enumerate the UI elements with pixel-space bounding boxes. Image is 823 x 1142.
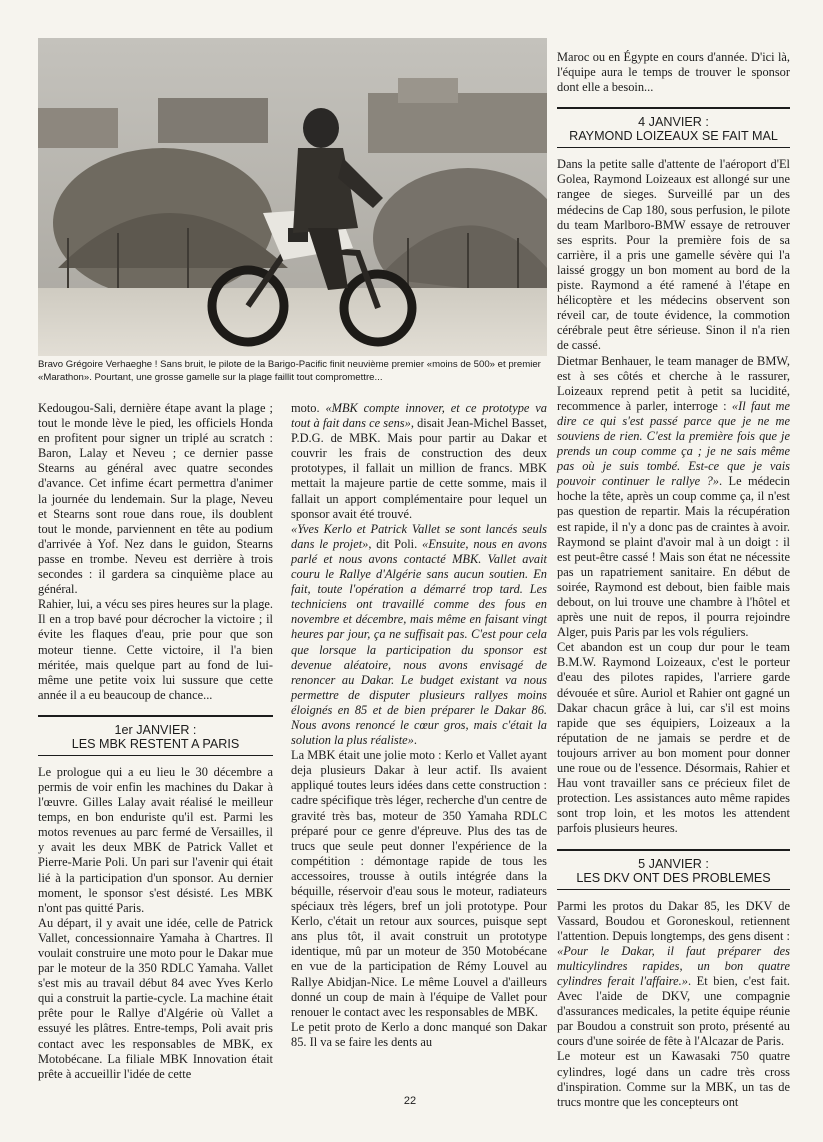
section-heading-jan-5 [557,849,790,890]
paragraph: Maroc ou en Égypte en cours d'année. D'ici là, l'équipe aura le temps de trouver le sponsor dont elle a besoin... [557,50,790,95]
column-1 [38,401,273,1082]
section-title: RAYMOND LOIZEAUX SE FAIT MAL [569,129,778,144]
paragraph [557,354,790,641]
paragraph: Kedougou-Sali, dernière étape avant la plage ; tout le monde lève le pied, les officiels Honda en profitent pour signer un triplé au scratch : Baron, Lalay et Neveu ; ce dernier passe Stearns au général avec quatre secondes d'avance. Cet infime écart permettra d'animer la journée du lendemain. Sur la plage, Neveu et Stearns sont roue dans roue, ils doublent tout le monde, parviennent en tête au podium d'arrivée à Yof. Nez dans le guidon, Stearns passe en trombe. Neveu est derrière à trois secondes : il gardera sa cinquième place au général. [38,401,273,597]
text-run: . [413,733,417,748]
paragraph: Le petit proto de Kerlo a donc manqué son Dakar 85. Il va se faire les dents au [291,1019,547,1049]
text-run: , disait Jean-Michel Basset, P.D.G. de MBK. Mais pour partir au Dakar et couvrir les frais de construction des deux prototypes, il fallait un million de francs. MBK mettait la majeure partie de cette somme, mais il fallait un apport complémentaire pour lequel un sponsor avait été trouvé. [291,416,547,521]
column-3 [557,50,790,1110]
page-number: 22 [403,1095,417,1107]
paragraph [291,401,547,522]
paragraph: La MBK était une jolie moto : Kerlo et Vallet ayant deja plusieurs Dakar à leur actif. Ils avaient appliqué toutes leurs idées dans cette construction : cadre spécifique très léger, recherche d'un centre de gravité très bas, moteur de 350 Yamaha RDLC préparé pour ce genre d'épreuve. Plus des tas de trucs que seule peut donner l'expérience de la compétition : démontage rapide de tous les accessoires, trousse à outils intégrée dans la béquille, réservoir d'eau sous le moteur, radiateurs spéciaux très légers, bref un joli prototype. Pour Kerlo, c'était un retour aux sources, puisque sept ans plus tôt, il avait construit un prototype identique, mû par un moteur de 350 Motobécane en vue de la participation de Rémy Louvel au Rallye Abidjan-Nice. Le même Louvel a d'ailleurs donné un coup de main à l'équipe de Vallet pour renouer le contact avec les responsables de MBK. [291,748,547,1019]
quote: «Yves Kerlo et Patrick Vallet se sont lancés seuls dans le projet» [291,521,547,551]
section-date: 5 JANVIER : [638,856,709,871]
text-run: Parmi les protos du Dakar 85, les DKV de Vassard, Boudou et Goroneskoul, retiennent l'attention. Depuis longtemps, des gens disent : [557,898,790,943]
paragraph: Dans la petite salle d'attente de l'aéroport d'El Golea, Raymond Loizeaux est allongé sur une rangee de sieges. Surveillé par un des médecins de Cap 180, sous perfusion, le pilote du team Marlboro-BMW essaye de retrouver ses esprits. Pour la première fois de sa carrière, il a pris une gamelle sévère qui l'a laissé groggy un bon moment au bord de la piste. Raymond a été ramené à l'étape en hélicoptère et les médecins observent son réveil car, de toute évidence, la commotion cérébrale peut être sérieuse. Sinon il n'a rien de cassé. [557,157,790,353]
rider-on-beach-image [38,38,547,356]
section-heading-jan-1 [38,715,273,756]
quote: «Ensuite, nous en avons parlé et nous avons contacté MBK. Vallet avait couru le Rallye d'Algérie sans aucun soutien. En fait, toute l'opération a démarré trop tard. Les techniciens ont travaillé comme des fous en novembre et décembre, mais même en faisant vingt heures par jour, ça ne suffisait pas. C'est pour cela que lorsque la participation du sponsor est devenue aléatoire, nous avons envisagé de renoncer au Dakar. Le budget existant va nous permettre de disputer plusieurs rallyes moins éloignés en 85 et de bien préparer le Dakar 86. Nous avons renoncé le cœur gros, mais c'était la solution la plus réaliste» [291,536,547,748]
text-run: . Et bien, c'est fait. Avec l'aide de DKV, une compagnie d'assurances medicales, la petite équipe réunie par Boudou a construit son proto, présenté au cours d'une soirée de fête à l'Alcazar de Paris. [557,973,790,1049]
quote: «Pour le Dakar, il faut préparer des multicylindres rapides, un bon quatre cylindres ferait l'affaire.» [557,943,790,988]
paragraph: Rahier, lui, a vécu ses pires heures sur la plage. Il en a trop bavé pour décrocher la victoire ; il évite les flaques d'eau, prie pour que son moteur tienne. Cette victoire, il l'a bien méritée, mais quelque part au fond de lui-même une petite voix lui sussure que cette année il a eu beaucoup de chance... [38,597,273,702]
paragraph [291,522,547,748]
text-run: moto. [291,401,326,415]
paragraph: Le prologue qui a eu lieu le 30 décembre a permis de voir enfin les machines du Dakar à l'œuvre. Gilles Lalay avait réalisé le meilleur temps, en bon enduriste qu'il est. Parmi les motos revenues au parc fermé de Versailles, il y avait les deux MBK de Patrick Vallet et Pierre-Marie Poli. Un pari sur l'avenir qui était lié à la participation d'un sponsor. Au dernier moment, le sponsor s'est désisté. Les MBK n'ont pas quitté Paris. [38,764,273,915]
paragraph: Le moteur est un Kawasaki 750 quatre cylindres, logé dans un cadre très cross d'inspiration. Comme sur la MBK, un tas de trucs montre que les concepteurs ont [557,1049,790,1109]
quote: «MBK compte innover, et ce prototype va tout à fait dans ce sens» [291,401,547,431]
paragraph: Au départ, il y avait une idée, celle de Patrick Vallet, concessionnaire Yamaha à Chartres. Il voulait construire une moto pour le Dakar mue par le moteur de la 350 RDLC Yamaha. Vallet s'est mis au travail début 84 avec Yves Kerlo qui a construit la partie-cycle. La machine était prête pour le Rallye d'Algérie où Vallet a essuyé les plâtres. Entre-temps, Poli avait pris contact avec les responsables de MBK, ex Motobécane. La filiale MBK Innovation était prête à accueillir l'idée de cette [38,915,273,1081]
section-title: LES MBK RESTENT A PARIS [71,736,240,751]
text-run: Dietmar Benhauer, le team manager de BMW, est à ses côtés et cherche à le rassurer, Loizeaux reprend petit à petit sa lucidité, recommence à parler, interroge : [557,353,790,413]
text-run: , dit Poli. [368,536,423,551]
paragraph [557,899,790,1050]
column-2 [291,401,547,1050]
quote: «Il faut me dire ce qui s'est passé parce que je ne me souviens de rien. C'est la première fois que je prends un coup comme ça ; je ne sais même pas où je suis tombé. Est-ce que je vais pouvoir continuer le rallye ?» [557,398,790,489]
section-date: 1er JANVIER : [114,722,197,737]
motorcycle-photo [38,38,547,356]
paragraph: Cet abandon est un coup dur pour le team B.M.W. Raymond Loizeaux, c'est le porteur d'eau des pilotes rapides, l'arriere garde dévouée et sûre. Auriol et Rahier ont gagné un Dakar chacun grâce à lui, car s'il est moins rapide que ses équipiers, Loizeaux a la réputation de ne jamais se perdre et de toujours arriver au bon moment pour donner une roue ou de l'essence. Désormais, Rahier et Hau vont travailler sans ce précieux filet de protection. Les assistances auto même rapides sont trop loin, et les motos les attendent parfois plusieurs heures. [557,640,790,836]
section-heading-jan-4 [557,107,790,148]
text-run: . Le médecin hoche la tête, après un coup comme ça, il n'est pas question de repartir. Mais la récupération est rapide, il n'y a donc pas de craintes à avoir. Raymond se plaint d'avoir mal à un doigt : il est peut-être cassé ! Mais son état ne nécessite pas un rapatriement sanitaire. En début de soirée, Raymond est debout, bien faible mais debout, on lui trouve une chambre à l'hôtel et après une nuit de repos, il pourra rejoindre Alger, puis Paris par les vols réguliers. [557,474,790,640]
section-date: 4 JANVIER : [638,115,709,130]
section-title: LES DKV ONT DES PROBLEMES [576,870,771,885]
photo-caption: Bravo Grégoire Verhaeghe ! Sans bruit, le pilote de la Barigo-Pacific finit neuvième premier «moins de 500» et premier «Marathon». Pourtant, une grosse gamelle sur la plage faillit tout compromettre... [38,359,541,383]
